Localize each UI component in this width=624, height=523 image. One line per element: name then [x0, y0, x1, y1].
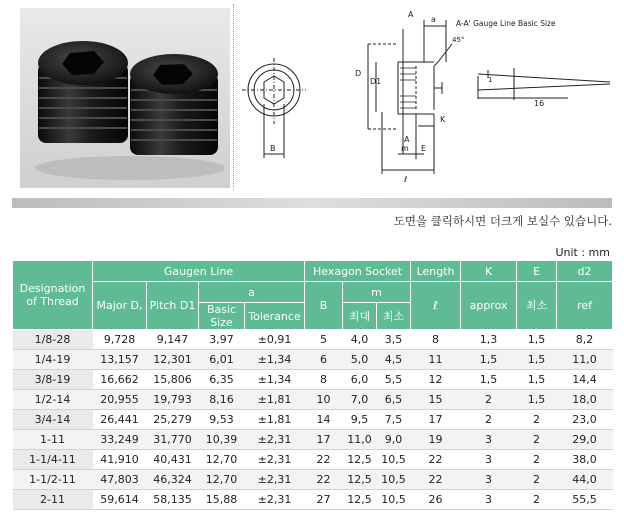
cell-m-max: 12,5 — [343, 490, 377, 510]
enlarge-notice: 도면을 클릭하시면 더크게 보실수 있습니다. — [393, 214, 612, 228]
cell-b: 14 — [305, 410, 343, 430]
cell-m-max: 7,0 — [343, 390, 377, 410]
cell-major-d: 16,662 — [93, 370, 147, 390]
left-plug — [38, 41, 128, 143]
header-m-min: 최소 — [377, 303, 411, 330]
header-length: Length — [411, 261, 461, 282]
cell-tolerance: ±2,31 — [245, 470, 305, 490]
header-e-min: 최소 — [517, 282, 557, 330]
cell-k: 2 — [461, 410, 517, 430]
cell-b: 27 — [305, 490, 343, 510]
header-hexagon-socket: Hexagon Socket — [305, 261, 411, 282]
cell-basic-size: 12,70 — [199, 470, 245, 490]
cell-k: 3 — [461, 490, 517, 510]
cell-tolerance: ±1,81 — [245, 390, 305, 410]
table-row — [13, 390, 613, 410]
cell-e: 1,5 — [517, 330, 557, 350]
label-one: 1 — [488, 76, 493, 84]
header-tolerance: Tolerance — [245, 303, 305, 330]
cell-designation: 1-1/4-11 — [13, 450, 93, 470]
header-k: K — [461, 261, 517, 282]
cell-major-d: 26,441 — [93, 410, 147, 430]
header-gauge-line: Gaugen Line — [93, 261, 305, 282]
cell-b: 17 — [305, 430, 343, 450]
header-ref: ref — [557, 282, 613, 330]
cell-k: 1,5 — [461, 350, 517, 370]
label-angle: 45° — [452, 36, 465, 44]
label-e: E — [421, 144, 427, 153]
cell-k: 3 — [461, 430, 517, 450]
cell-d2: 18,0 — [557, 390, 613, 410]
cell-k: 3 — [461, 450, 517, 470]
cell-length: 17 — [411, 410, 461, 430]
cell-length: 8 — [411, 330, 461, 350]
cell-e: 1,5 — [517, 390, 557, 410]
cell-m-max: 9,5 — [343, 410, 377, 430]
cell-designation: 3/8-19 — [13, 370, 93, 390]
cell-basic-size: 3,97 — [199, 330, 245, 350]
cell-b: 6 — [305, 350, 343, 370]
cell-e: 1,5 — [517, 370, 557, 390]
header-pitch-d1: Pitch D1 — [147, 282, 199, 330]
cell-designation: 1-11 — [13, 430, 93, 450]
cell-length: 22 — [411, 470, 461, 490]
header-m: m — [343, 282, 411, 303]
cell-e: 2 — [517, 470, 557, 490]
cell-m-max: 11,0 — [343, 430, 377, 450]
label-m: m — [401, 144, 409, 153]
cell-tolerance: ±1,34 — [245, 350, 305, 370]
cell-b: 5 — [305, 330, 343, 350]
label-sixteen: 16 — [534, 99, 545, 108]
cell-basic-size: 6,35 — [199, 370, 245, 390]
cell-d2: 11,0 — [557, 350, 613, 370]
cell-k: 1,5 — [461, 370, 517, 390]
header-e: E — [517, 261, 557, 282]
label-a-bottom: A — [404, 135, 410, 144]
end-view — [242, 58, 306, 158]
cell-basic-size: 9,53 — [199, 410, 245, 430]
divider — [233, 4, 234, 190]
cell-tolerance: ±1,34 — [245, 370, 305, 390]
table-row — [13, 430, 613, 450]
label-d: D — [355, 69, 362, 78]
cell-tolerance: ±2,31 — [245, 450, 305, 470]
cell-pitch-d1: 58,135 — [147, 490, 199, 510]
pipe-plug-image — [20, 8, 230, 188]
header-basic-size: Basic Size — [199, 303, 245, 330]
cell-pitch-d1: 25,279 — [147, 410, 199, 430]
cell-major-d: 47,803 — [93, 470, 147, 490]
cell-basic-size: 12,70 — [199, 450, 245, 470]
cell-basic-size: 10,39 — [199, 430, 245, 450]
cell-pitch-d1: 15,806 — [147, 370, 199, 390]
cell-m-min: 3,5 — [377, 330, 411, 350]
cell-pitch-d1: 46,324 — [147, 470, 199, 490]
cell-pitch-d1: 40,431 — [147, 450, 199, 470]
cell-designation: 2-11 — [13, 490, 93, 510]
cell-pitch-d1: 12,301 — [147, 350, 199, 370]
cell-pitch-d1: 31,770 — [147, 430, 199, 450]
cell-m-min: 10,5 — [377, 450, 411, 470]
table-row — [13, 490, 613, 510]
cell-m-min: 6,5 — [377, 390, 411, 410]
label-ell: ℓ — [404, 175, 408, 184]
cell-tolerance: ±1,81 — [245, 410, 305, 430]
cell-m-max: 6,0 — [343, 370, 377, 390]
cell-m-max: 5,0 — [343, 350, 377, 370]
cell-designation: 1/2-14 — [13, 390, 93, 410]
right-plug — [130, 54, 218, 155]
cell-basic-size: 15,88 — [199, 490, 245, 510]
cell-m-min: 7,5 — [377, 410, 411, 430]
cell-d2: 14,4 — [557, 370, 613, 390]
cell-e: 2 — [517, 430, 557, 450]
gauge-detail — [478, 68, 610, 100]
cell-length: 19 — [411, 430, 461, 450]
cell-e: 1,5 — [517, 350, 557, 370]
cell-designation: 1/4-19 — [13, 350, 93, 370]
table-row — [13, 350, 613, 370]
label-a-dim: a — [431, 15, 436, 24]
cell-e: 2 — [517, 450, 557, 470]
header-d2: d2 — [557, 261, 613, 282]
cell-k: 3 — [461, 470, 517, 490]
cell-designation: 3/4-14 — [13, 410, 93, 430]
cell-tolerance: ±0,91 — [245, 330, 305, 350]
table-row — [13, 470, 613, 490]
cell-basic-size: 6,01 — [199, 350, 245, 370]
label-a-top: A — [408, 10, 414, 19]
cell-pitch-d1: 19,793 — [147, 390, 199, 410]
header-major-d: Major D, — [93, 282, 147, 330]
technical-drawing — [238, 4, 618, 190]
cell-d2: 8,2 — [557, 330, 613, 350]
table-row — [13, 450, 613, 470]
section-divider-bar — [12, 198, 612, 208]
cell-tolerance: ±2,31 — [245, 430, 305, 450]
header-m-max: 최대 — [343, 303, 377, 330]
unit-label: Unit : mm — [555, 246, 610, 259]
table-row — [13, 330, 613, 350]
cell-m-min: 4,5 — [377, 350, 411, 370]
cell-b: 22 — [305, 470, 343, 490]
cell-m-min: 9,0 — [377, 430, 411, 450]
cell-m-min: 10,5 — [377, 470, 411, 490]
cell-b: 22 — [305, 450, 343, 470]
cell-m-min: 5,5 — [377, 370, 411, 390]
cell-m-max: 12,5 — [343, 470, 377, 490]
cell-major-d: 9,728 — [93, 330, 147, 350]
cell-length: 15 — [411, 390, 461, 410]
table-row — [13, 410, 613, 430]
cell-m-max: 12,5 — [343, 450, 377, 470]
header-b: B — [305, 282, 343, 330]
header-designation: Designation of Thread — [13, 261, 93, 330]
cell-d2: 23,0 — [557, 410, 613, 430]
label-d1: D1 — [370, 77, 382, 86]
section-title: A-A' Gauge Line Basic Size — [456, 19, 556, 28]
header-ell: ℓ — [411, 282, 461, 330]
cell-d2: 38,0 — [557, 450, 613, 470]
cell-k: 2 — [461, 390, 517, 410]
cell-length: 26 — [411, 490, 461, 510]
cell-d2: 44,0 — [557, 470, 613, 490]
cell-designation: 1/8-28 — [13, 330, 93, 350]
header-approx: approx — [461, 282, 517, 330]
cell-major-d: 13,157 — [93, 350, 147, 370]
label-k: K — [440, 115, 446, 124]
header-a: a — [199, 282, 305, 303]
cell-major-d: 59,614 — [93, 490, 147, 510]
cell-d2: 55,5 — [557, 490, 613, 510]
cell-designation: 1-1/2-11 — [13, 470, 93, 490]
cell-d2: 29,0 — [557, 430, 613, 450]
cell-k: 1,3 — [461, 330, 517, 350]
product-photo — [20, 8, 230, 188]
cell-m-max: 4,0 — [343, 330, 377, 350]
table-row — [13, 370, 613, 390]
side-view — [368, 20, 452, 174]
cell-basic-size: 8,16 — [199, 390, 245, 410]
cell-major-d: 41,910 — [93, 450, 147, 470]
cell-major-d: 33,249 — [93, 430, 147, 450]
cell-length: 22 — [411, 450, 461, 470]
cell-b: 10 — [305, 390, 343, 410]
spec-table — [12, 260, 613, 510]
cell-b: 8 — [305, 370, 343, 390]
cell-length: 11 — [411, 350, 461, 370]
cell-pitch-d1: 9,147 — [147, 330, 199, 350]
label-b: B — [270, 144, 276, 153]
cell-major-d: 20,955 — [93, 390, 147, 410]
cell-tolerance: ±2,31 — [245, 490, 305, 510]
cell-length: 12 — [411, 370, 461, 390]
cell-m-min: 10,5 — [377, 490, 411, 510]
cell-e: 2 — [517, 410, 557, 430]
cell-e: 2 — [517, 490, 557, 510]
